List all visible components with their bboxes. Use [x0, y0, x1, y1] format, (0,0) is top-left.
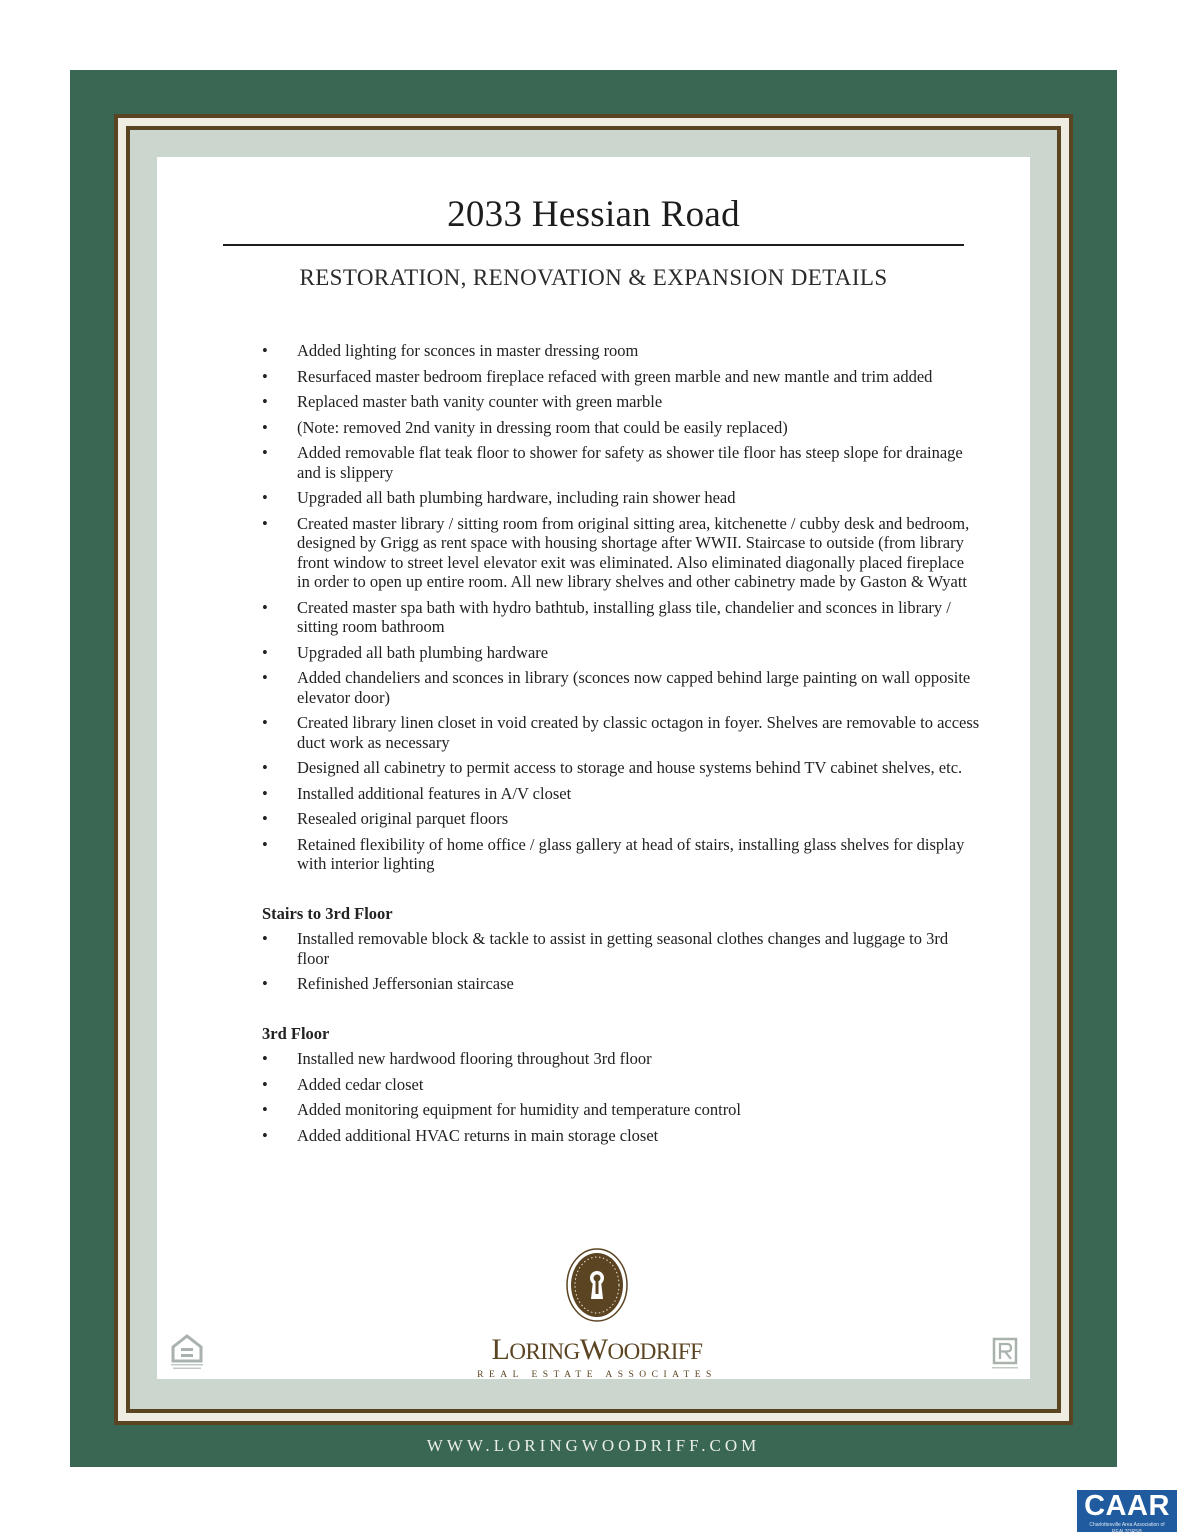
list-item	[262, 418, 980, 438]
list-item-text: Added chandeliers and sconces in library (sconces now capped behind large painting on wall opposite elevator door)	[297, 668, 971, 707]
realtor-icon	[990, 1337, 1020, 1373]
bullet-icon: •	[262, 758, 268, 777]
bullet-icon: •	[262, 513, 268, 533]
section-heading: Stairs to 3rd Floor	[262, 903, 393, 923]
list-item-text: Added lighting for sconces in master dressing room	[297, 341, 639, 360]
bullet-icon: •	[262, 929, 268, 948]
bullet-icon: •	[262, 1125, 268, 1145]
page-subtitle: RESTORATION, RENOVATION & EXPANSION DETAILS	[299, 265, 888, 290]
list-item	[262, 835, 980, 874]
bullet-icon: •	[262, 443, 268, 462]
brand-letter-l: L	[491, 1333, 510, 1366]
sections-container	[262, 904, 980, 1146]
list-item-text: Refinished Jeffersonian staircase	[297, 974, 514, 993]
page-title: 2033 Hessian Road	[447, 194, 740, 235]
list-item-text: Installed new hardwood flooring throughout 3rd floor	[297, 1049, 652, 1068]
document-page	[157, 157, 1030, 1379]
list-item	[262, 598, 980, 637]
section-list	[262, 1049, 980, 1145]
list-item	[262, 392, 980, 412]
list-item-text: Installed removable block & tackle to assist in getting seasonal clothes changes and luggage to 3rd floor	[297, 929, 949, 968]
section-heading: 3rd Floor	[262, 1023, 330, 1043]
list-item	[262, 1126, 980, 1146]
caar-badge	[1077, 1490, 1177, 1535]
list-item	[262, 643, 980, 663]
section-list	[262, 929, 980, 994]
list-item	[262, 443, 980, 482]
list-item-text: Replaced master bath vanity counter with green marble	[297, 392, 663, 411]
bullet-icon: •	[262, 834, 268, 854]
bullet-icon: •	[262, 713, 268, 732]
title-underline	[223, 244, 964, 246]
list-item-text: Designed all cabinetry to permit access to storage and house systems behind TV cabinet shelves, etc.	[297, 758, 963, 777]
list-item	[262, 784, 980, 804]
brand-oring: ORING	[509, 1339, 580, 1364]
list-item-text: Created library linen closet in void created by classic octagon in foyer. Shelves are removable to access duct work as necessary	[297, 713, 980, 752]
list-item	[262, 809, 980, 829]
bullet-icon: •	[262, 642, 268, 662]
list-item-text: Added cedar closet	[297, 1074, 424, 1094]
list-item-text: Added removable flat teak floor to shower for safety as shower tile floor has steep slope for drainage and is slippery	[297, 443, 963, 482]
list-item-text: Retained flexibility of home office / glass gallery at head of stairs, installing glass shelves for display with interior lighting	[297, 834, 965, 873]
list-item	[262, 758, 980, 778]
brand-tagline: REAL ESTATE ASSOCIATES	[477, 1370, 717, 1380]
bullet-icon: •	[262, 341, 268, 360]
list-item	[262, 929, 980, 968]
list-item	[262, 1049, 980, 1069]
bullet-icon: •	[262, 668, 268, 687]
list-item-text: Added monitoring equipment for humidity and temperature control	[297, 1100, 742, 1119]
bullet-icon: •	[262, 783, 268, 803]
bullet-icon: •	[262, 366, 268, 386]
list-item-text: Upgraded all bath plumbing hardware, including rain shower head	[297, 488, 736, 507]
bullet-icon: •	[262, 392, 268, 411]
bullet-icon: •	[262, 974, 268, 993]
bullet-icon: •	[262, 1074, 268, 1094]
list-item	[262, 1075, 980, 1095]
brand-logo	[447, 1247, 747, 1380]
list-item-text: Created master spa bath with hydro bathtub, installing glass tile, chandelier and sconces in library / sitting room bathroom	[297, 597, 951, 636]
list-item	[262, 668, 980, 707]
list-item-text: Added additional HVAC returns in main storage closet	[297, 1125, 659, 1145]
main-details-list	[262, 341, 980, 874]
bullet-icon: •	[262, 417, 268, 437]
list-item-text: Resealed original parquet floors	[297, 809, 509, 828]
caar-subtext: Charlottesville Area Association of REALTORS®	[1089, 1522, 1165, 1535]
equal-housing-opportunity-icon	[169, 1331, 205, 1371]
list-item	[262, 488, 980, 508]
list-item	[262, 367, 980, 387]
list-item-text: Resurfaced master bedroom fireplace refaced with green marble and new mantle and trim added	[297, 366, 933, 386]
brand-name	[447, 1335, 747, 1367]
list-item-text: Upgraded all bath plumbing hardware	[297, 642, 549, 662]
bullet-icon: •	[262, 488, 268, 507]
caar-logo-text: CAAR	[1084, 1490, 1170, 1522]
list-item	[262, 713, 980, 752]
brand-letter-w: W	[579, 1333, 608, 1366]
website-url: WWW.LORINGWOODRIFF.COM	[426, 1436, 761, 1455]
list-item-text: (Note: removed 2nd vanity in dressing room that could be easily replaced)	[297, 417, 788, 437]
details-content	[262, 341, 980, 1151]
bullet-icon: •	[262, 1100, 268, 1119]
bullet-icon: •	[262, 597, 268, 617]
list-item-text: Installed additional features in A/V closet	[297, 783, 572, 803]
list-item	[262, 1100, 980, 1120]
brand-oodriff: OODRIFF	[607, 1339, 703, 1364]
bullet-icon: •	[262, 1049, 268, 1068]
list-item	[262, 341, 980, 361]
list-item	[262, 974, 980, 994]
list-item	[262, 514, 980, 592]
bullet-icon: •	[262, 809, 268, 828]
list-item-text: Created master library / sitting room from original sitting area, kitchenette / cubby desk and bedroom, designed by Grigg as rent space with housing shortage after WWII. Staircase to outside (from library front window to street level elevator exit was eliminated. Also eliminated diagonally placed fireplace in order to open up entire room. All new library shelves and other cabinetry made by Gaston & Wyatt	[297, 513, 970, 591]
keyhole-emblem-icon	[565, 1247, 629, 1323]
